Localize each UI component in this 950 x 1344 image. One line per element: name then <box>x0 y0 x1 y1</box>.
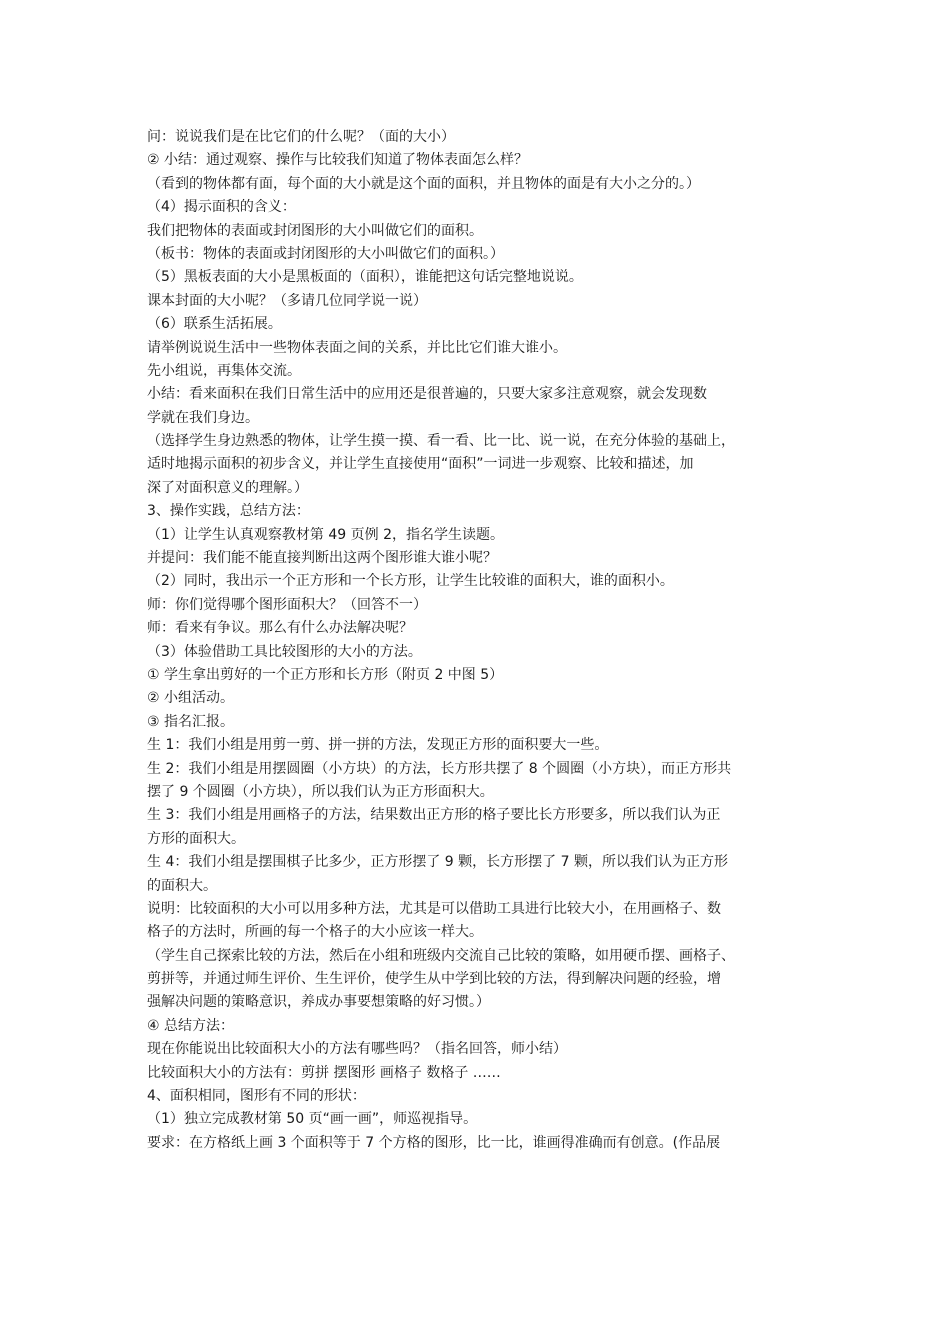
text-line: （5）黑板表面的大小是黑板面的（面积），谁能把这句话完整地说说。 <box>147 269 583 286</box>
text-line: 方形的面积大。 <box>147 830 245 847</box>
text-line: 格子的方法时，所画的每一个格子的大小应该一样大。 <box>147 924 483 941</box>
text-line: （学生自己探索比较的方法，然后在小组和班级内交流自己比较的策略，如用硬币摆、画格子、 <box>147 947 735 964</box>
text-line: 比较面积大小的方法有：剪拼 摆图形 画格子 数格子 …… <box>147 1064 501 1081</box>
text-line: （看到的物体都有面，每个面的大小就是这个面的面积，并且物体的面是有大小之分的。） <box>147 175 700 192</box>
text-line: 师：看来有争议。那么有什么办法解决呢？ <box>147 620 413 637</box>
text-line: （1）独立完成教材第 50 页“画一画”，师巡视指导。 <box>147 1111 478 1128</box>
text-line: ② 小组活动。 <box>147 690 235 707</box>
text-line: 请举例说说生活中一些物体表面之间的关系，并比比它们谁大谁小。 <box>147 339 567 356</box>
text-line: 先小组说，再集体交流。 <box>147 362 301 379</box>
document-body <box>147 126 809 1155</box>
text-line: 生 1：我们小组是用剪一剪、拼一拼的方法，发现正方形的面积要大一些。 <box>147 737 609 754</box>
text-line: （6）联系生活拓展。 <box>147 316 282 333</box>
text-line: 师：你们觉得哪个图形面积大？（回答不一） <box>147 596 427 613</box>
text-line: 课本封面的大小呢？（多请几位同学说一说） <box>147 292 427 309</box>
text-line: 剪拼等，并通过师生评价、生生评价，使学生从中学到比较的方法，得到解决问题的经验，增 <box>147 971 721 988</box>
text-line: 摆了 9 个圆圈（小方块），所以我们认为正方形面积大。 <box>147 783 494 800</box>
text-line: 学就在我们身边。 <box>147 409 259 426</box>
text-line: ② 小结：通过观察、操作与比较我们知道了物体表面怎么样？ <box>147 152 528 169</box>
text-line: 的面积大。 <box>147 877 217 894</box>
text-line: （1）让学生认真观察教材第 49 页例 2，指名学生读题。 <box>147 526 504 543</box>
text-line: 深了对面积意义的理解。） <box>147 479 308 496</box>
text-line: 我们把物体的表面或封闭图形的大小叫做它们的面积。 <box>147 222 483 239</box>
text-line: 说明：比较面积的大小可以用多种方法，尤其是可以借助工具进行比较大小，在用画格子、数 <box>147 900 721 917</box>
text-line: ① 学生拿出剪好的一个正方形和长方形（附页 2 中图 5） <box>147 666 504 683</box>
text-line: 问：说说我们是在比它们的什么呢？（面的大小） <box>147 129 455 145</box>
text-line: 要求：在方格纸上画 3 个面积等于 7 个方格的图形，比一比，谁画得准确而有创意。(作品展 <box>147 1134 721 1151</box>
text-line: 3、操作实践，总结方法： <box>147 503 310 520</box>
text-line: 现在你能说出比较面积大小的方法有哪些吗？（指名回答，师小结） <box>147 1041 567 1058</box>
text-line: ③ 指名汇报。 <box>147 713 235 730</box>
text-line: （3）体验借助工具比较图形的大小的方法。 <box>147 643 422 660</box>
text-line: （2）同时，我出示一个正方形和一个长方形，让学生比较谁的面积大，谁的面积小。 <box>147 573 674 590</box>
text-line: 适时地揭示面积的初步含义，并让学生直接使用“面积”一词进一步观察、比较和描述，加 <box>147 456 694 473</box>
text-line: 生 3：我们小组是用画格子的方法，结果数出正方形的格子要比长方形要多，所以我们认为正 <box>147 807 721 824</box>
text-line: 4、面积相同，图形有不同的形状： <box>147 1088 366 1105</box>
text-line: 并提问：我们能不能直接判断出这两个图形谁大谁小呢？ <box>147 550 497 567</box>
text-line: 小结：看来面积在我们日常生活中的应用还是很普遍的，只要大家多注意观察，就会发现数 <box>147 386 707 403</box>
text-line: 生 4：我们小组是摆围棋子比多少，正方形摆了 9 颗，长方形摆了 7 颗，所以我们认为正方形 <box>147 854 728 871</box>
text-line: （板书：物体的表面或封闭图形的大小叫做它们的面积。） <box>147 245 504 262</box>
text-line: ④ 总结方法： <box>147 1017 235 1034</box>
text-line: 强解决问题的策略意识，养成办事要想策略的好习惯。） <box>147 994 490 1011</box>
text-line: （选择学生身边熟悉的物体，让学生摸一摸、看一看、比一比、说一说，在充分体验的基础上， <box>147 433 735 450</box>
text-line: 生 2：我们小组是用摆圆圈（小方块）的方法，长方形共摆了 8 个圆圈（小方块），而正方形共 <box>147 760 732 777</box>
text-line: （4）揭示面积的含义： <box>147 199 296 216</box>
